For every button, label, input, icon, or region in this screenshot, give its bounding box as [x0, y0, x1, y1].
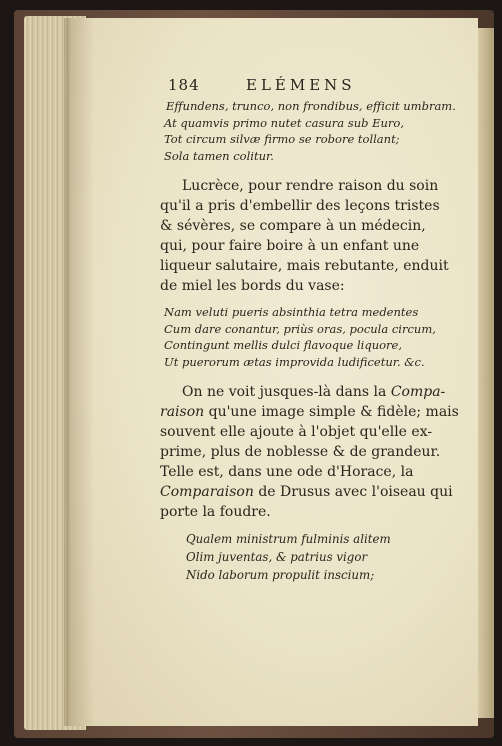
paragraph-line: & sévères, se compare à un médecin, [160, 218, 426, 234]
quote-line: Nido laborum propulit inscium; [186, 568, 375, 582]
paragraph-line [160, 482, 459, 502]
paragraph-lucrece [160, 176, 449, 296]
quote-line: Sola tamen colitur. [164, 148, 274, 163]
quote-line: Ut puerorum ætas improvida ludificetur. &c. [164, 354, 425, 369]
italic-term: raison [160, 404, 205, 420]
quote-line: Tot circum silvæ firmo se robore tollant; [164, 132, 400, 146]
quote-line: Cum dare conantur, priùs oras, pocula circum, [164, 321, 436, 336]
paragraph-line: prime, plus de noblesse & de grandeur. [160, 444, 441, 460]
italic-term: Comparaison [160, 484, 254, 500]
paragraph-line: Telle est, dans une ode d'Horace, la [160, 464, 414, 480]
page-header [168, 76, 390, 98]
paragraph-line: Lucrèce, pour rendre raison du soin [182, 178, 439, 194]
italic-term: Compa- [390, 384, 446, 400]
paragraph-line: qui, pour faire boire à un enfant une [160, 238, 420, 254]
paragraph-comparaison [160, 382, 459, 522]
quote-line: At quamvis primo nutet casura sub Euro, [164, 115, 404, 130]
text-run: de Drusus avec l'oiseau qui [253, 484, 453, 500]
text-run: qu'une image simple & fidèle; mais [204, 404, 459, 420]
latin-quote-3 [186, 530, 391, 584]
paragraph-line: de miel les bords du vase: [160, 278, 345, 294]
paragraph-line [160, 382, 459, 402]
right-page-edge [478, 28, 494, 718]
text-run: On ne voit jusques-là dans la [182, 384, 391, 400]
quote-line: Effundens, trunco, non frondibus, efficit umbram. [166, 99, 456, 113]
paragraph-line: liqueur salutaire, mais rebutante, enduit [160, 258, 449, 274]
paragraph-line: qu'il a pris d'embellir des leçons tristes [160, 198, 440, 214]
quote-line: Contingunt mellis dulci flavoque liquore, [164, 338, 402, 352]
page-number: 184 [168, 76, 200, 94]
page-gutter-shadow [64, 18, 94, 726]
running-title: ELÉMENS [246, 76, 356, 94]
quote-line: Nam veluti pueris absinthia tetra medentes [164, 305, 419, 319]
quote-line: Olim juventas, & patrius vigor [186, 550, 368, 564]
latin-quote-1 [164, 98, 456, 164]
paragraph-line [160, 402, 459, 422]
latin-quote-2 [164, 304, 436, 370]
paragraph-line: souvent elle ajoute à l'objet qu'elle ex- [160, 424, 433, 440]
paragraph-line: porte la foudre. [160, 504, 271, 520]
quote-line: Qualem ministrum fulminis alitem [186, 532, 391, 546]
